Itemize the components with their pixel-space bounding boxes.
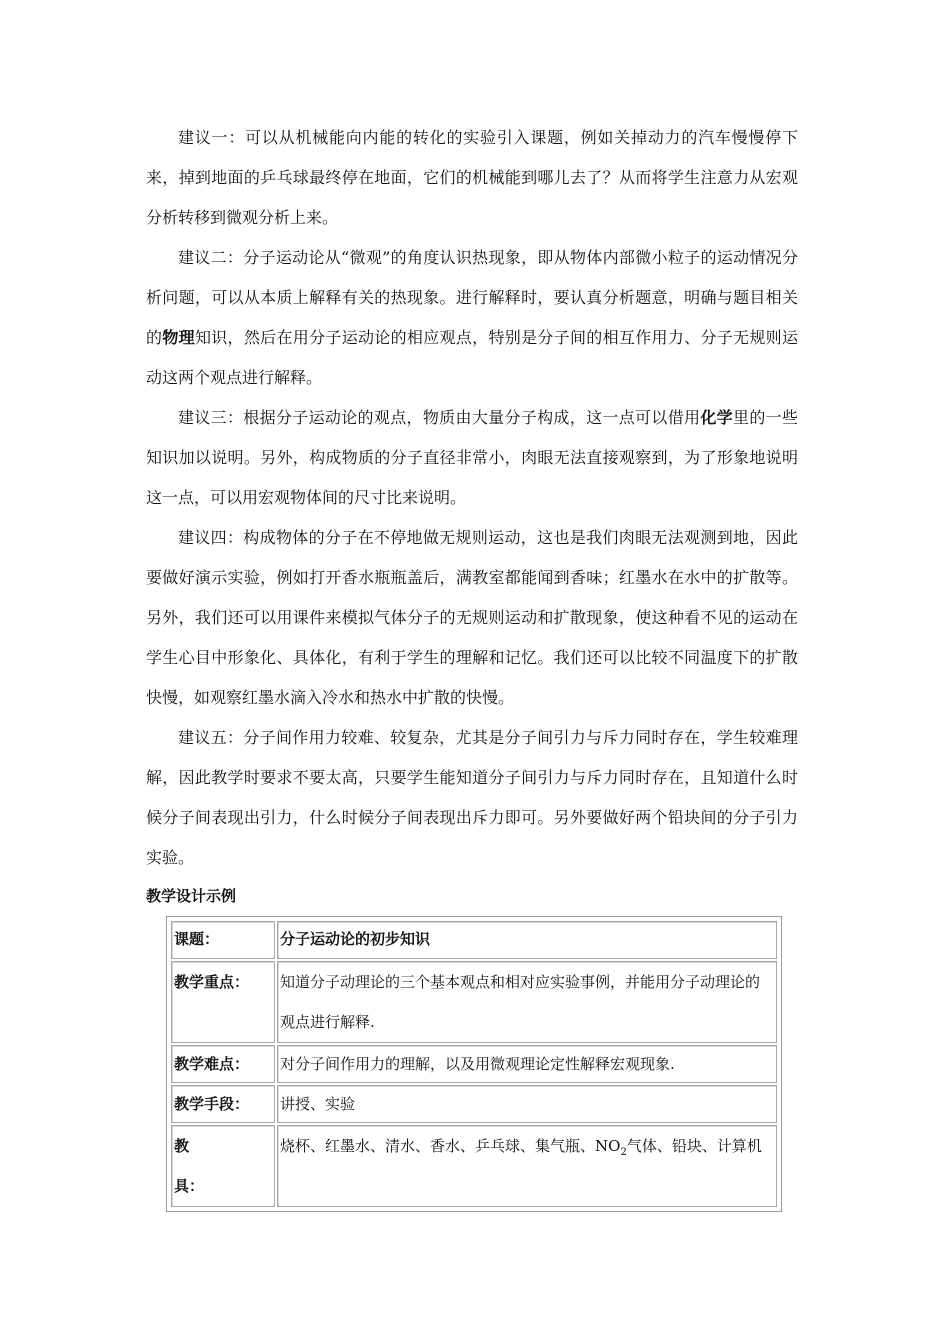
difficulties-value: 对分子间作用力的理解，以及用微观理论定性解释宏观现象.: [277, 1045, 777, 1083]
teaching-tools-label-line-2: 具：: [174, 1177, 205, 1195]
suggestion-2-text-before: 建议二：分子运动论从“微观”的角度认识热现象，即从物体内部微小粒子的运动情况分析问题，可以从本质上解释有关的热现象。进行解释时，要认真分析题意，明确与题目相关的: [146, 248, 798, 347]
teaching-design-table: [166, 916, 782, 1212]
table-row-difficulties: [171, 1045, 777, 1083]
suggestions-section: [146, 118, 798, 878]
teaching-means-value: 讲授、实验: [277, 1085, 777, 1123]
teaching-tools-text-before: 烧杯、红墨水、清水、香水、乒乓球、集气瓶、NO: [280, 1137, 621, 1155]
table-row-teaching-means: [171, 1085, 777, 1123]
key-points-value: 知道分子动理论的三个基本观点和相对应实验事例，并能用分子动理论的观点进行解释.: [277, 961, 777, 1043]
suggestion-1: 建议一：可以从机械能向内能的转化的实验引入课题，例如关掉动力的汽车慢慢停下来，掉到地面的乒乓球最终停在地面，它们的机械能到哪儿去了？从而将学生注意力从宏观分析转移到微观分析上来。: [146, 128, 798, 227]
topic-value: 分子运动论的初步知识: [277, 921, 777, 959]
teaching-tools-text-after: 气体、铅块、计算机: [626, 1137, 762, 1155]
no2-subscript: 2: [620, 1147, 627, 1158]
table-row-topic: [171, 921, 777, 959]
suggestion-3-text-before: 建议三：根据分子运动论的观点，物质由大量分子构成，这一点可以借用: [178, 408, 701, 427]
suggestion-4: 建议四：构成物体的分子在不停地做无规则运动，这也是我们肉眼无法观测到地，因此要做好演示实验，例如打开香水瓶瓶盖后，满教室都能闻到香味；红墨水在水中的扩散等。另外，我们还可以用课件来模拟气体分子的无规则运动和扩散现象，使这种看不见的运动在学生心目中形象化、具体化，有利于学生的理解和记忆。我们还可以比较不同温度下的扩散快慢，如观察红墨水滴入冷水和热水中扩散的快慢。: [146, 528, 798, 707]
difficulties-label: 教学难点：: [171, 1045, 275, 1083]
table-row-key-points: [171, 961, 777, 1043]
suggestion-2-text-after: 知识，然后在用分子运动论的相应观点，特别是分子间的相互作用力、分子无规则运动这两个观点进行解释。: [146, 328, 798, 387]
suggestion-5: 建议五：分子间作用力较难、较复杂，尤其是分子间引力与斥力同时存在，学生较难理解，因此教学时要求不要太高，只要学生能知道分子间引力与斥力同时存在，且知道什么时候分子间表现出引力，什么时候分子间表现出斥力即可。另外要做好两个铅块间的分子引力实验。: [146, 728, 798, 867]
design-example-heading: 教学设计示例: [146, 887, 237, 905]
suggestion-2: [146, 238, 798, 398]
teaching-means-label: 教学手段：: [171, 1085, 275, 1123]
teaching-tools-value: [277, 1125, 777, 1207]
teaching-tools-label-line-1: 教: [174, 1137, 190, 1155]
key-points-label: 教学重点：: [171, 961, 275, 1043]
teaching-tools-label: [171, 1125, 275, 1207]
physics-keyword: 物理: [162, 328, 195, 347]
topic-label: 课题：: [171, 921, 275, 959]
suggestion-3: [146, 398, 798, 518]
table-row-teaching-tools: [171, 1125, 777, 1207]
suggestion-3-text-after: 里的一些知识加以说明。另外，构成物质的分子直径非常小，肉眼无法直接观察到，为了形象地说明这一点，可以用宏观物体间的尺寸比来说明。: [146, 408, 798, 507]
chemistry-keyword: 化学: [700, 408, 733, 427]
